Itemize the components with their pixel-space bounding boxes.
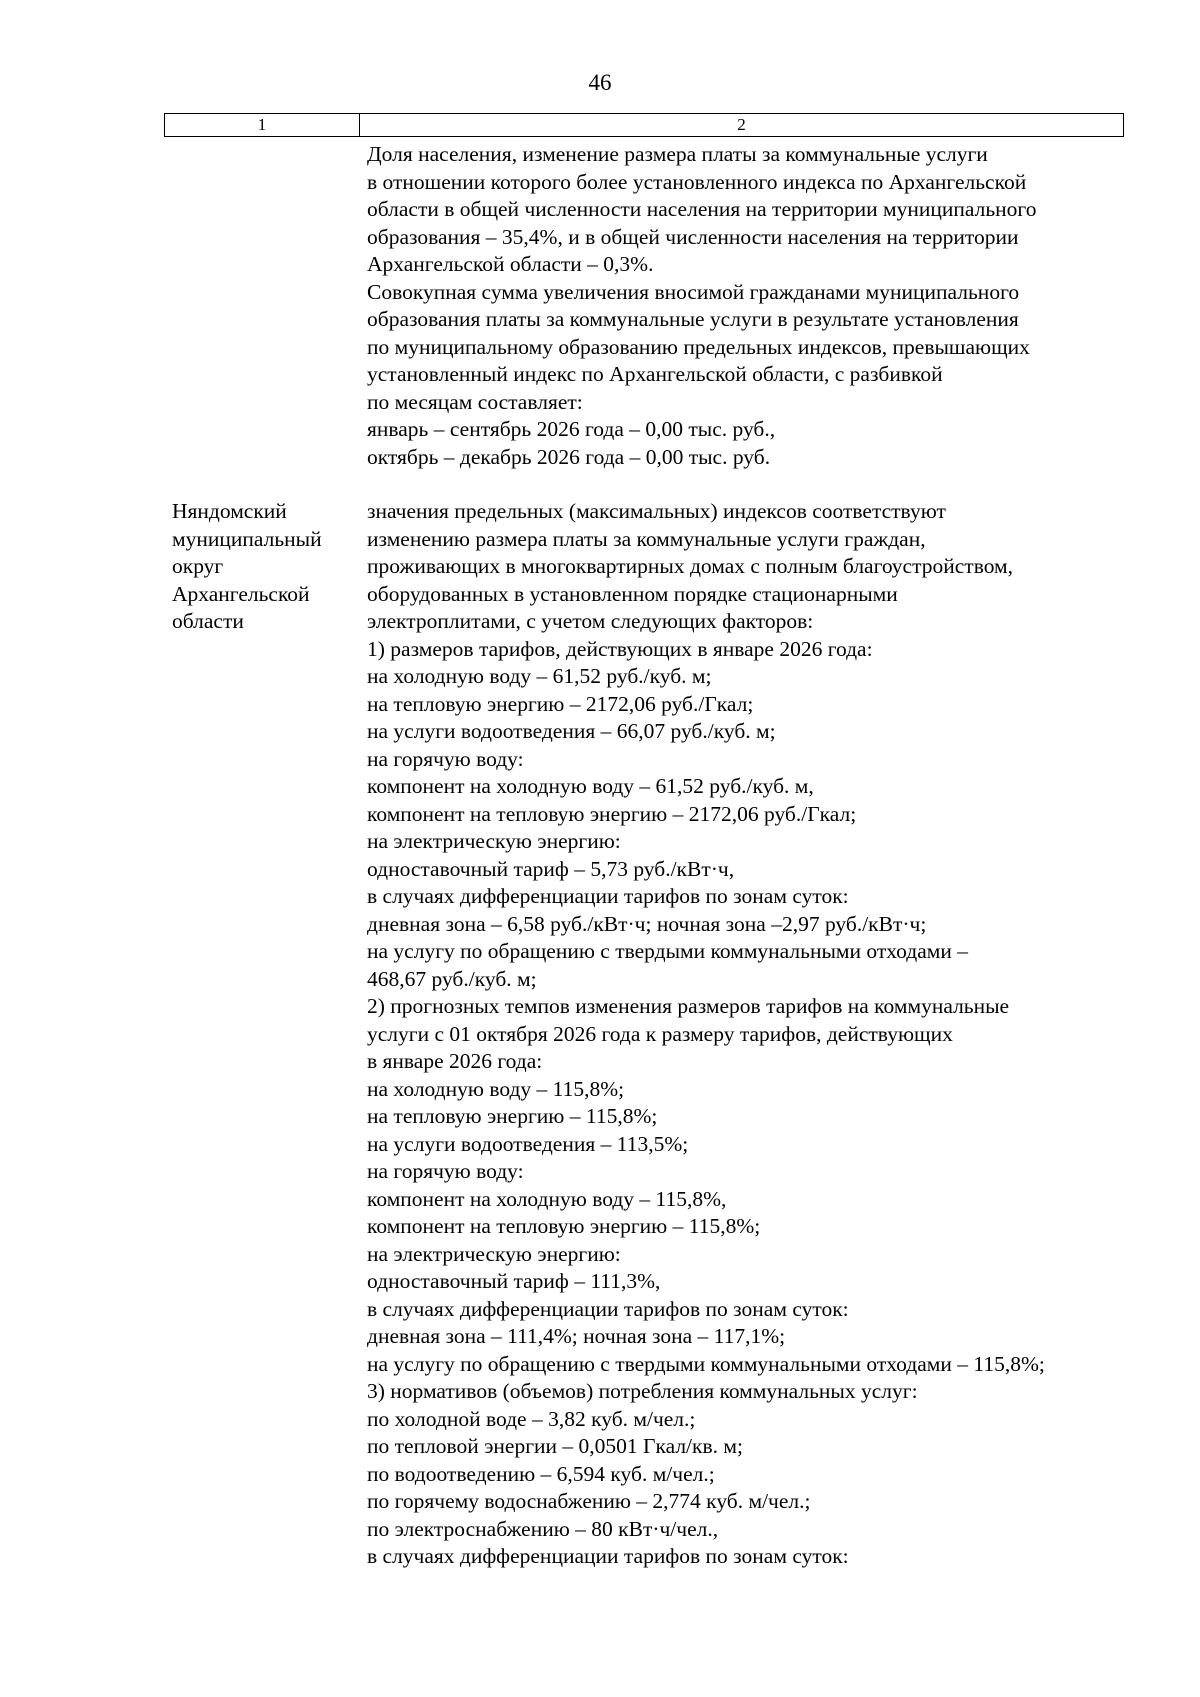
- text-line: на тепловую энергию – 115,8%;: [367, 1104, 658, 1128]
- text-line: области в общей численности населения на территории муниципального: [367, 197, 1037, 221]
- text-line: установленный индекс по Архангельской области, с разбивкой: [367, 362, 943, 386]
- text-line: 468,67 руб./куб. м;: [367, 966, 537, 991]
- text-line: по муниципальному образованию предельных индексов, превышающих: [367, 334, 1030, 359]
- text-line: образования платы за коммунальные услуги в результате установления: [367, 307, 1019, 331]
- text-line: на услуги водоотведения – 66,07 руб./куб. м;: [367, 719, 776, 743]
- column-header-1: 1: [165, 114, 360, 137]
- text-line: электроплитами, с учетом следующих факторов:: [367, 609, 814, 633]
- text-line: услуги с 01 октября 2026 года к размеру тарифов, действующих: [367, 1021, 953, 1046]
- text-line: компонент на холодную воду – 61,52 руб./куб. м,: [367, 774, 814, 798]
- text-line: октябрь – декабрь 2026 года – 0,00 тыс. руб.: [367, 444, 771, 469]
- text-line: в случаях дифференциации тарифов по зонам суток:: [367, 1544, 849, 1568]
- text-line: Совокупная сумма увеличения вносимой гражданами муниципального: [367, 279, 1020, 304]
- text-line: компонент на холодную воду – 115,8%,: [367, 1186, 727, 1211]
- text-line: Архангельской области – 0,3%.: [367, 252, 654, 276]
- text-line: Няндомский: [172, 499, 287, 523]
- main-text-block: [367, 498, 1127, 1571]
- text-line: на тепловую энергию – 2172,06 руб./Гкал;: [367, 691, 754, 716]
- text-line: 2) прогнозных темпов изменения размеров тарифов на коммунальные: [367, 994, 1010, 1018]
- page-number: 46: [588, 70, 612, 95]
- text-line: на услуги водоотведения – 113,5%;: [367, 1131, 689, 1156]
- text-line: изменению размера платы за коммунальные услуги граждан,: [367, 526, 926, 551]
- municipality-label: [172, 498, 362, 636]
- text-line: компонент на тепловую энергию – 115,8%;: [367, 1214, 761, 1238]
- text-line: январь – сентябрь 2026 года – 0,00 тыс. руб.,: [367, 417, 776, 441]
- text-line: на услугу по обращению с твердыми коммунальными отходами –: [367, 939, 969, 963]
- text-line: одноставочный тариф – 111,3%,: [367, 1269, 661, 1293]
- text-line: в случаях дифференциации тарифов по зонам суток:: [367, 884, 849, 908]
- text-line: по холодной воде – 3,82 куб. м/чел.;: [367, 1406, 696, 1431]
- text-line: 1) размеров тарифов, действующих в январе 2026 года:: [367, 636, 873, 661]
- text-line: проживающих в многоквартирных домах с полным благоустройством,: [367, 554, 1014, 578]
- text-line: округ: [172, 554, 224, 578]
- text-line: дневная зона – 6,58 руб./кВт·ч; ночная зона –2,97 руб./кВт·ч;: [367, 911, 927, 936]
- text-line: 3) нормативов (объемов) потребления коммунальных услуг:: [367, 1379, 918, 1403]
- text-line: в отношении которого более установленного индекса по Архангельской: [367, 169, 1027, 194]
- text-line: по электроснабжению – 80 кВт·ч/чел.,: [367, 1516, 719, 1541]
- text-line: по тепловой энергии – 0,0501 Гкал/кв. м;: [367, 1434, 743, 1458]
- text-line: муниципальный: [172, 526, 322, 551]
- text-line: значения предельных (максимальных) индексов соответствуют: [367, 499, 946, 523]
- text-line: оборудованных в установленном порядке стационарными: [367, 581, 898, 606]
- text-line: области: [172, 609, 244, 633]
- text-line: на холодную воду – 115,8%;: [367, 1076, 625, 1101]
- text-line: Доля населения, изменение размера платы за коммунальные услуги: [367, 142, 988, 166]
- text-line: на услугу по обращению с твердыми коммунальными отходами – 115,8%;: [367, 1351, 1045, 1376]
- top-text-block: [367, 141, 1127, 471]
- text-line: образования – 35,4%, и в общей численности населения на территории: [367, 224, 1019, 249]
- text-line: компонент на тепловую энергию – 2172,06 руб./Гкал;: [367, 801, 857, 826]
- text-line: на холодную воду – 61,52 руб./куб. м;: [367, 664, 712, 688]
- text-line: на электрическую энергию:: [367, 829, 621, 853]
- text-line: по месяцам составляет:: [367, 389, 583, 414]
- text-line: дневная зона – 111,4%; ночная зона – 117,1%;: [367, 1324, 786, 1348]
- text-line: по водоотведению – 6,594 куб. м/чел.;: [367, 1461, 715, 1486]
- text-line: в случаях дифференциации тарифов по зонам суток:: [367, 1296, 849, 1321]
- text-line: на электрическую энергию:: [367, 1241, 621, 1266]
- text-line: в январе 2026 года:: [367, 1049, 543, 1073]
- text-line: одноставочный тариф – 5,73 руб./кВт·ч,: [367, 856, 735, 881]
- column-header-table: [164, 113, 1124, 137]
- text-line: на горячую воду:: [367, 746, 524, 771]
- column-header-2: 2: [360, 114, 1124, 137]
- text-line: на горячую воду:: [367, 1159, 524, 1183]
- text-line: по горячему водоснабжению – 2,774 куб. м/чел.;: [367, 1489, 811, 1513]
- text-line: Архангельской: [172, 581, 310, 606]
